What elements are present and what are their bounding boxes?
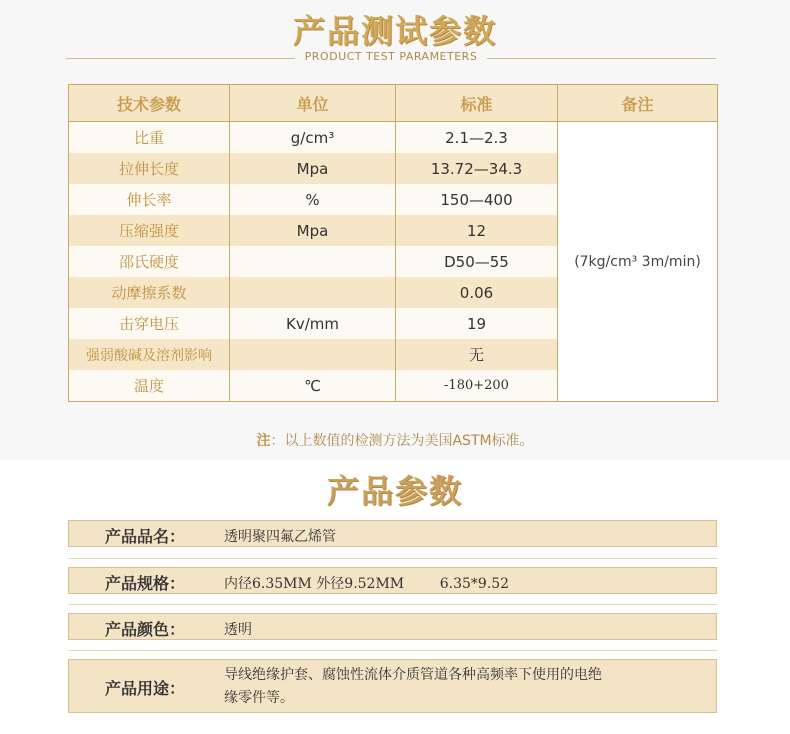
section-title-test-parameters: 产品测试参数: [292, 12, 497, 50]
divider: [68, 604, 717, 605]
param-note: (7kg/cm³ 3m/min): [558, 122, 718, 402]
param-standard: 2.1—2.3: [396, 122, 558, 154]
param-standard: D50—55: [396, 246, 558, 277]
table-row: [69, 122, 718, 154]
info-value: 透明聚四氟乙烯管: [224, 529, 336, 545]
footnote: [0, 430, 790, 450]
param-unit: ℃: [230, 370, 396, 402]
divider: [68, 650, 717, 651]
param-standard: 13.72—34.3: [396, 153, 558, 184]
info-label: 产品颜色：: [105, 620, 186, 639]
param-unit: [230, 339, 396, 370]
param-unit: Mpa: [230, 153, 396, 184]
info-label: 产品规格：: [105, 574, 186, 593]
param-name: 强弱酸碱及溶剂影响: [69, 339, 230, 370]
header-tech-param: 技术参数: [69, 85, 230, 122]
param-standard: -180+200: [396, 370, 558, 402]
header-unit: 单位: [230, 85, 396, 122]
param-standard: 12: [396, 215, 558, 246]
param-name: 击穿电压: [69, 308, 230, 339]
param-name: 压缩强度: [69, 215, 230, 246]
header-note: 备注: [558, 85, 718, 122]
test-parameters-table: [68, 84, 718, 402]
param-name: 比重: [69, 122, 230, 154]
subtitle-row: [66, 50, 716, 66]
info-value-line2: 缘零件等。: [224, 690, 294, 706]
info-value: 透明: [224, 622, 252, 638]
param-unit: g/cm³: [230, 122, 396, 154]
param-unit: [230, 246, 396, 277]
info-row-usage: [68, 659, 717, 713]
divider: [68, 558, 717, 559]
param-standard: 19: [396, 308, 558, 339]
info-row-color: [68, 613, 717, 640]
info-label: 产品品名：: [105, 527, 186, 546]
info-label: 产品用途：: [105, 679, 186, 698]
info-value-line1: 导线绝缘护套、腐蚀性流体介质管道各种高频率下使用的电绝: [224, 667, 602, 683]
param-standard: 150—400: [396, 184, 558, 215]
param-name: 温度: [69, 370, 230, 402]
param-name: 邵氏硬度: [69, 246, 230, 277]
param-unit: Kv/mm: [230, 308, 396, 339]
footnote-label: 注: [256, 433, 271, 449]
param-standard: 无: [396, 339, 558, 370]
param-name: 伸长率: [69, 184, 230, 215]
param-name: 动摩擦系数: [69, 277, 230, 308]
param-name: 拉伸长度: [69, 153, 230, 184]
info-value: 内径6.35MM 外径9.52MM 6.35*9.52: [224, 576, 510, 592]
footnote-text: ：以上数值的检测方法为美国ASTM标准。: [270, 433, 534, 449]
section-subtitle: PRODUCT TEST PARAMETERS: [295, 50, 488, 63]
section-title-product-parameters: 产品参数: [326, 472, 463, 510]
param-unit: [230, 277, 396, 308]
info-row-name: [68, 520, 717, 547]
param-unit: Mpa: [230, 215, 396, 246]
table-header-row: [69, 85, 718, 122]
param-unit: %: [230, 184, 396, 215]
param-standard: 0.06: [396, 277, 558, 308]
info-row-spec: [68, 567, 717, 594]
header-standard: 标准: [396, 85, 558, 122]
